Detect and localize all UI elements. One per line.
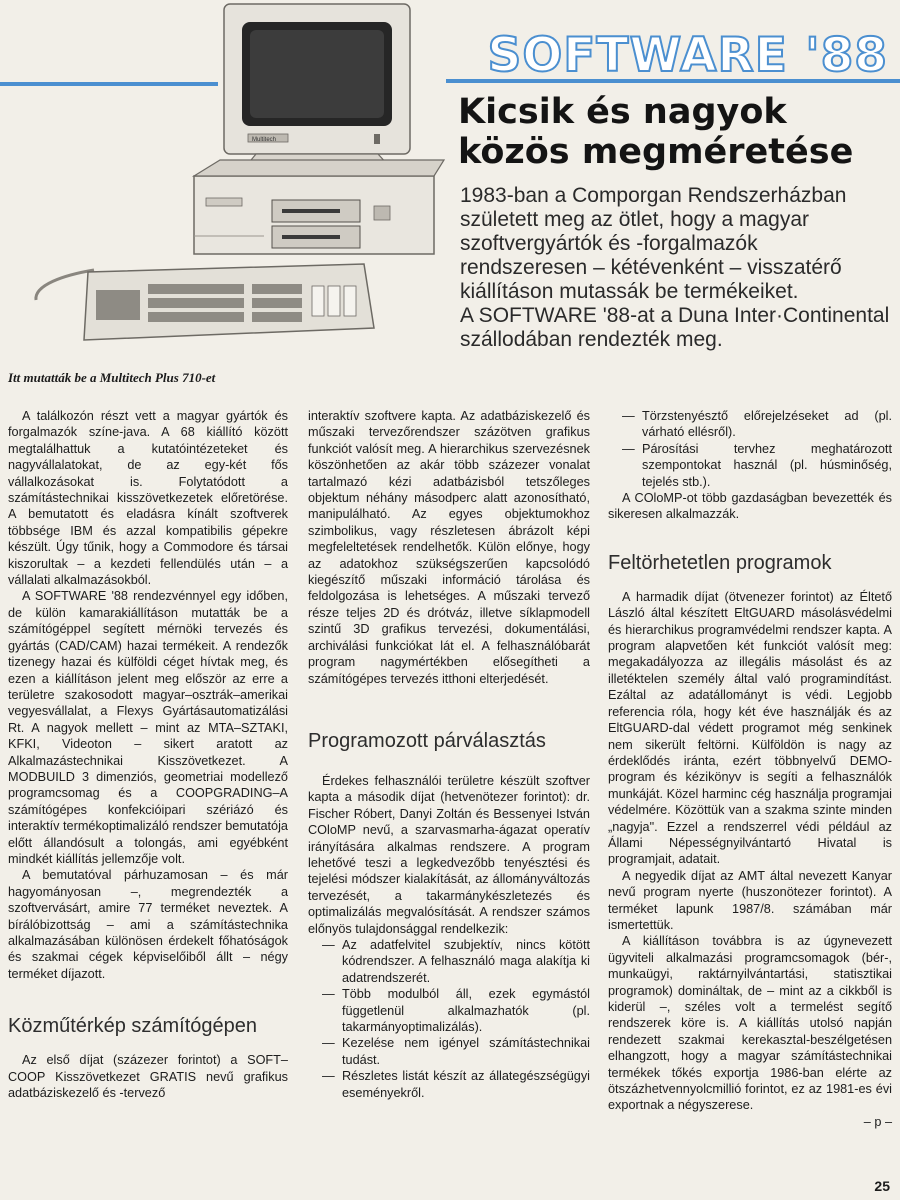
column-2 (308, 408, 590, 1101)
photo-caption: Itt mutatták be a Multitech Plus 710-et (8, 370, 216, 385)
author-signature: – p – (863, 1114, 892, 1129)
list-item: — Törzstenyésztő előrejelzéseket ad (pl. várható ellésről). (608, 408, 892, 441)
col2-feature-list (308, 937, 590, 1101)
section-heading-feltorhetetlen: Feltörhetetlen programok (608, 551, 832, 574)
list-item: — Több modulból áll, ezek egymástól függetlenül alkalmazhatók (pl. takarmányoptimalizálás). (308, 986, 590, 1035)
page-number: 25 (874, 1178, 890, 1194)
column-3 (608, 408, 892, 1130)
col3-paragraph-1: A COloMP-ot több gazdaságban bevezették és sikeresen alkalmazzák. (608, 491, 892, 522)
col2-paragraph-1: interaktív szoftvere kapta. Az adatbáziskezelő és műszaki tervezőrendszer százötven grafikus funkciót valósít meg. A hierarchikus szervezésnek köszönhetően az akár több százezer vonalat tartalmazó kézi adatbázisból tetszőleges objektum néhány másodperc alatt azonosítható, manipulálható. Az egyes objektumokhoz szimbolikus, vagy részletesen ábrázolt képi megfeleltetések rendelhetők. Külön előnye, hogy az adatokhoz szükségszerűen kapcsolódó kiegészítő műszaki információ tárolása és feldolgozása is lehetséges. A műszaki tervező része teljes 2D és drótváz, illetve síklapmodell szintű 3D grafikus tervezési, dokumentálási, archiválási funkciókat lát el. A felhasználóbarát program nagymértékben elősegítheti a számítógépes tervezés itthoni elterjedését. (308, 409, 590, 686)
list-item: — Kezelése nem igényel számítástechnikai tudást. (308, 1035, 590, 1068)
list-item: — Részletes listát készít az állategészségügyi eseményekről. (308, 1068, 590, 1101)
section-heading-kozmuterkep: Közműtérkép számítógépen (8, 1015, 258, 1038)
system-unit-icon (194, 160, 444, 254)
article-headline: Kicsik és nagyok közös megméretése (458, 92, 854, 172)
section-heading-programozott: Programozott párválasztás (308, 729, 546, 752)
col3-feature-list (608, 408, 892, 490)
monitor-badge: Multitech (252, 137, 277, 143)
col1-paragraph-2: A SOFTWARE '88 rendezvénnyel egy időben, de külön kamarakiállításon mutatták be a számítógéppel segített mérnöki tervezés és gyártás (CAD/CAM) hazai termékeit. A rendezők tizenegy hazai és külföldi céget hívtak meg, és ezen a kiállításon jelent meg először az erre a területre szakosodott magyar–osztrák–amerikai vegyesvállalat, a Flexys Gyártásautomatizálási Rt. A nagyok mellett – mint az MTA–SZTAKI, KFKI, Videoton – sikert aratott az Alkalmazástechnikai Kisszövetkezet. A MODBUILD 3 dimenziós, geometriai modellező programcsomag és a COOPGRADING–A számítógépes konfekcióipari szériázó és interaktív termékoptimalizáló rendszer bemutatója előtt állandósult a tolongás, ami egyébként mindkét kiállítás jellemzője volt. (8, 589, 288, 866)
col3-paragraph-2: A harmadik díjat (ötvenezer forintot) az Éltető László által készített EltGUARD másolásvédelmi és hierarchikus programvédelmi rendszer kapta. A program alapvetően két funkciót valósít meg: megakadályozza az illegális másolást és az illetéktelen személy által való programindítást. Ezáltal az adatállományt is védi. Legjobb referencia róla, hogy két éve használják és az EltGUARD-dal védett programot még senkinek nem sikerült feltörni. Külföldön is nagy az érdeklődés iránta, ezért többnyelvű DEMO-program és kézikönyv is segíti a felhasználók munkáját. Közel harminc cég használja programjai védelmére. Közöttük van a szakma szinte minden „nagyja". Ezzel a rendszerrel védi például az Állami Népességnyilvántartó Hivatal is programjait, adatait. (608, 589, 892, 867)
article-lead: 1983-ban a Comporgan Rendszerházban született meg az ötlet, hogy a magyar szoftvergyártók és -forgalmazók rendszeresen – kétévenként – visszatérő kiállításon mutassák be termékeiket. A SOFTWARE '88-at a Duna Inter·Continental szállodában rendezték meg. (460, 184, 890, 351)
section-kicker: SOFTWARE '88 (487, 28, 888, 83)
keyboard-icon (84, 264, 374, 340)
col2-paragraph-2: Érdekes felhasználói területre készült szoftver kapta a második díjat (hetvenötezer forintot): dr. Fischer Róbert, Danyi Zoltán és Bessenyei István COloMP nevű, a szarvasmarha-ágazat operatív irányítására alkalmas rendszere. A program lehetővé teszi a legkedvezőbb tenyésztési és tejelési módszer kialakítását, az állományváltozás tervezését, a takarmánykészletezés és optimalizálás megvalósítását. A rendszer számos előnyös tulajdonsággal rendelkezik: (308, 773, 590, 936)
keyboard-cable (36, 270, 94, 300)
column-1 (8, 408, 288, 1101)
list-item: — Párosítási tervhez meghatározott szempontokat használ (pl. húsminőség, tejelés stb.). (608, 441, 892, 490)
col1-paragraph-3: A bemutatóval párhuzamosan – és már hagyományosan –, megrendezték a szoftvervásárt, amire 77 terméket neveztek. A bírálóbizottság – ami a számítástechnika alkalmazásában különösen érdekelt főhatóságok és szakmai cégek képviselőiből állt – négy terméket díjazott. (8, 868, 288, 981)
col1-paragraph-1: A találkozón részt vett a magyar gyártók és forgalmazók színe-java. A 68 kiállító között megtalálhattuk a kutatóintézeteket és nagyvállalatokat, de az egy-két fős vállalkozásokat is. Folytatódott a számítástechnikai kisszövetkezetek előretörése. A bemutatott és eladásra kínált szoftverek többsége IBM és azzal kompatibilis gépekre készült. Úgy tűnik, hogy a Commodore és társai kiszorultak – a kezdeti fellendülés után – a vállalati alkalmazásokból. (8, 409, 288, 588)
computer-photo (24, 0, 454, 360)
monitor-icon (224, 4, 410, 176)
list-item: — Az adatfelvitel szubjektív, nincs kötött kódrendszer. A felhasználó maga alakítja ki adatrendszerét. (308, 937, 590, 986)
col3-paragraph-3: A negyedik díjat az AMT által nevezett Kanyar nevű program nyerte (huszonötezer forintot). A terméket lapunk 1987/8. számában már ismertettük. (608, 868, 892, 932)
col1-paragraph-4: Az első díjat (százezer forintot) a SOFT–COOP Kisszövetkezet GRATIS nevű grafikus adatbáziskezelő és -tervező (8, 1053, 288, 1101)
col3-paragraph-4: A kiállításon továbbra is az úgynevezett ügyviteli alkalmazási programcsomagok (bér-, munkaügyi, raktárnyilvántartási, statisztikai programok) domináltak, de – mint az a cikkből is kiderül –, széles volt a termelést segítő rendszerek köre is. A kiállítás utolsó napján rendezett szakmai kerekasztal-beszélgetésen elhangzott, hogy a magyar számítástechnikai termékek tőkés exportja 1986-ban elérte az ötszázhetvennyolcmillió forintot, ez az 1981-es évi exportnak a négyszerese. (608, 934, 892, 1113)
